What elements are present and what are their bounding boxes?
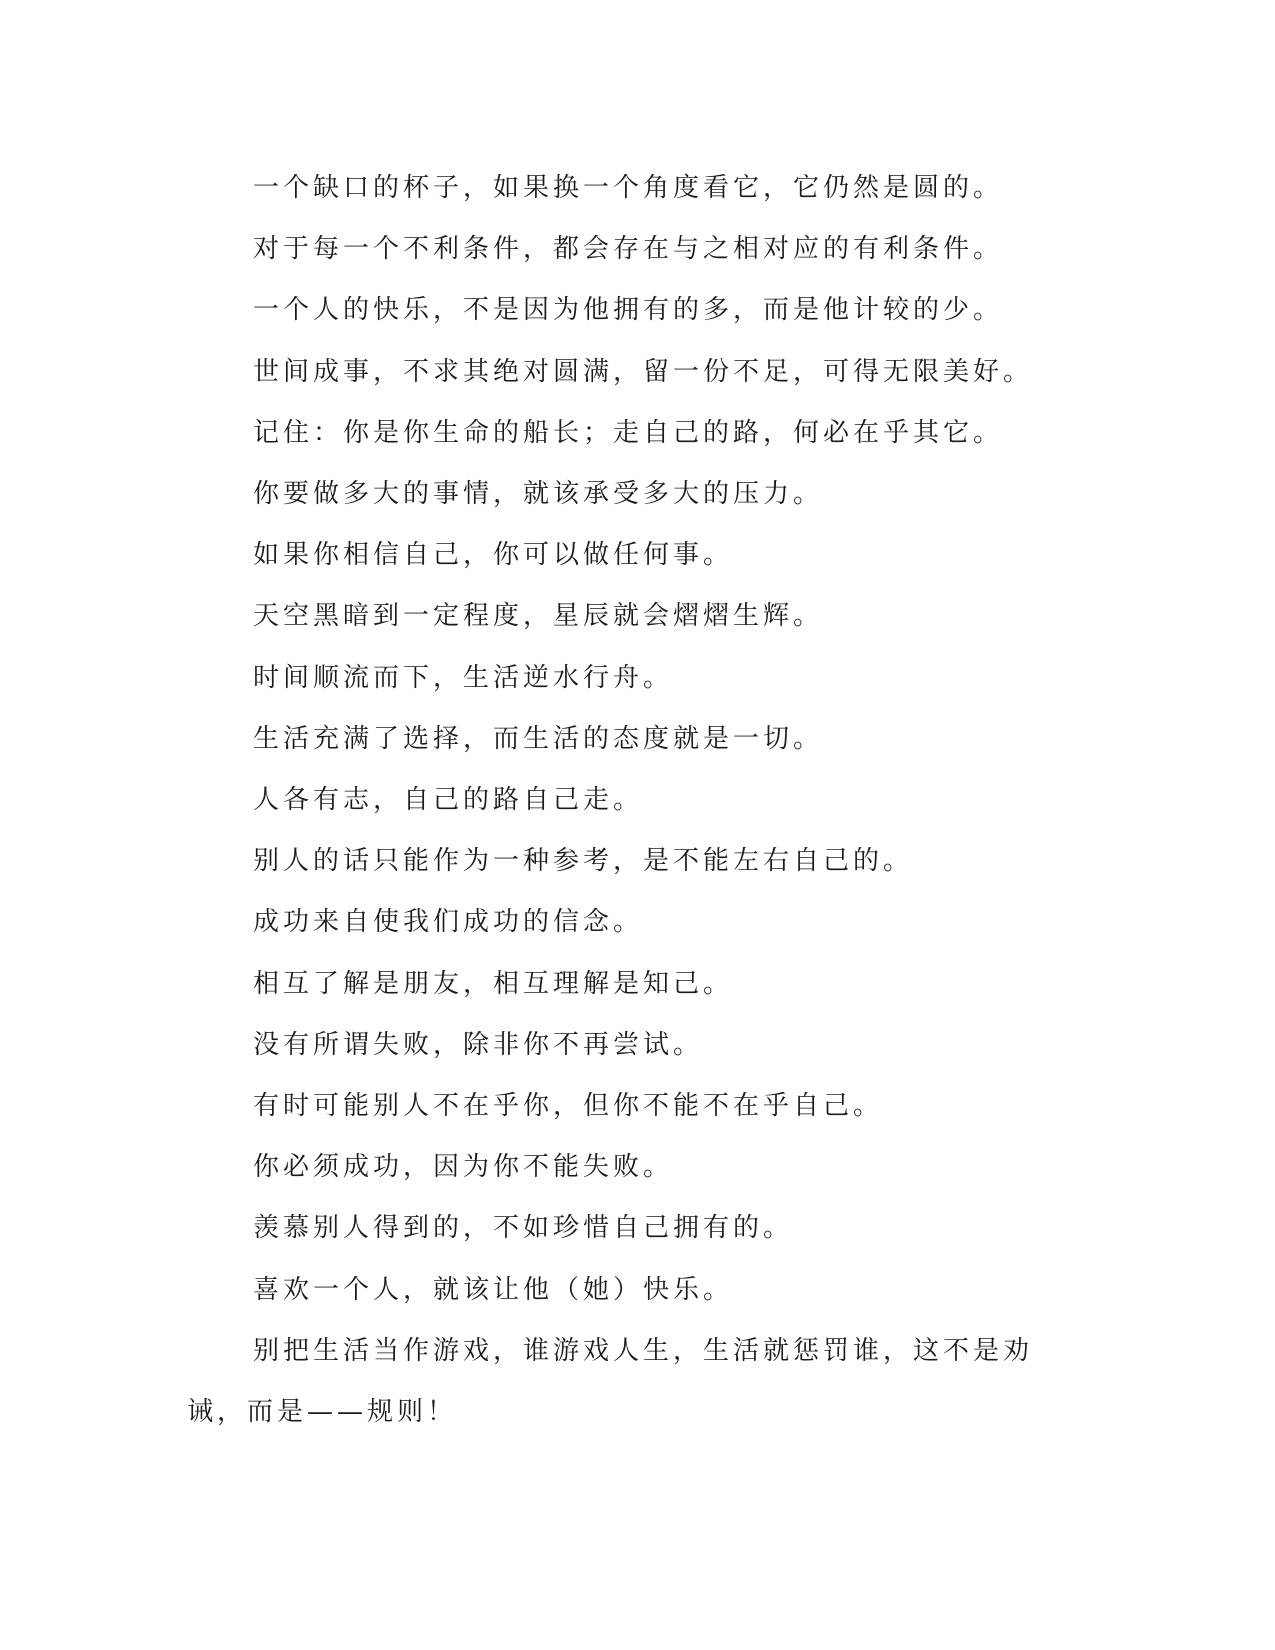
document-body: [187, 158, 1067, 1443]
paragraph: 一个缺口的杯子，如果换一个角度看它，它仍然是圆的。: [253, 173, 1004, 203]
paragraph: 时间顺流而下，生活逆水行舟。: [253, 662, 674, 693]
paragraph: 对于每一个不利条件，都会存在与之相对应的有利条件。: [253, 234, 1004, 265]
paragraph: 喜欢一个人，就该让他（她）快乐。: [253, 1274, 734, 1305]
paragraph: 没有所谓失败，除非你不再尝试。: [253, 1029, 704, 1060]
paragraph: 世间成事，不求其绝对圆满，留一份不足，可得无限美好。: [253, 356, 1034, 387]
paragraph: 生活充满了选择，而生活的态度就是一切。: [253, 723, 824, 754]
paragraph: 天空黑暗到一定程度，星辰就会熠熠生辉。: [253, 601, 824, 632]
paragraph: 你必须成功，因为你不能失败。: [253, 1152, 674, 1183]
paragraph: 记住：你是你生命的船长；走自己的路，何必在乎其它。: [253, 417, 1004, 448]
paragraph: 有时可能别人不在乎你，但你不能不在乎自己。: [253, 1091, 884, 1122]
paragraph: 一个人的快乐，不是因为他拥有的多，而是他计较的少。: [253, 295, 1004, 326]
paragraph: 成功来自使我们成功的信念。: [253, 907, 644, 938]
paragraph: 别把生活当作游戏，谁游戏人生，生活就惩罚谁，这不是劝诫，而是——规则！: [187, 1335, 1034, 1428]
paragraph: 你要做多大的事情，就该承受多大的压力。: [253, 479, 824, 510]
paragraph: 相互了解是朋友，相互理解是知己。: [253, 968, 734, 999]
paragraph: 羡慕别人得到的，不如珍惜自己拥有的。: [253, 1213, 794, 1244]
paragraph: 如果你相信自己，你可以做任何事。: [253, 540, 734, 571]
paragraph: 别人的话只能作为一种参考，是不能左右自己的。: [253, 846, 914, 877]
paragraph: 人各有志，自己的路自己走。: [253, 785, 644, 816]
